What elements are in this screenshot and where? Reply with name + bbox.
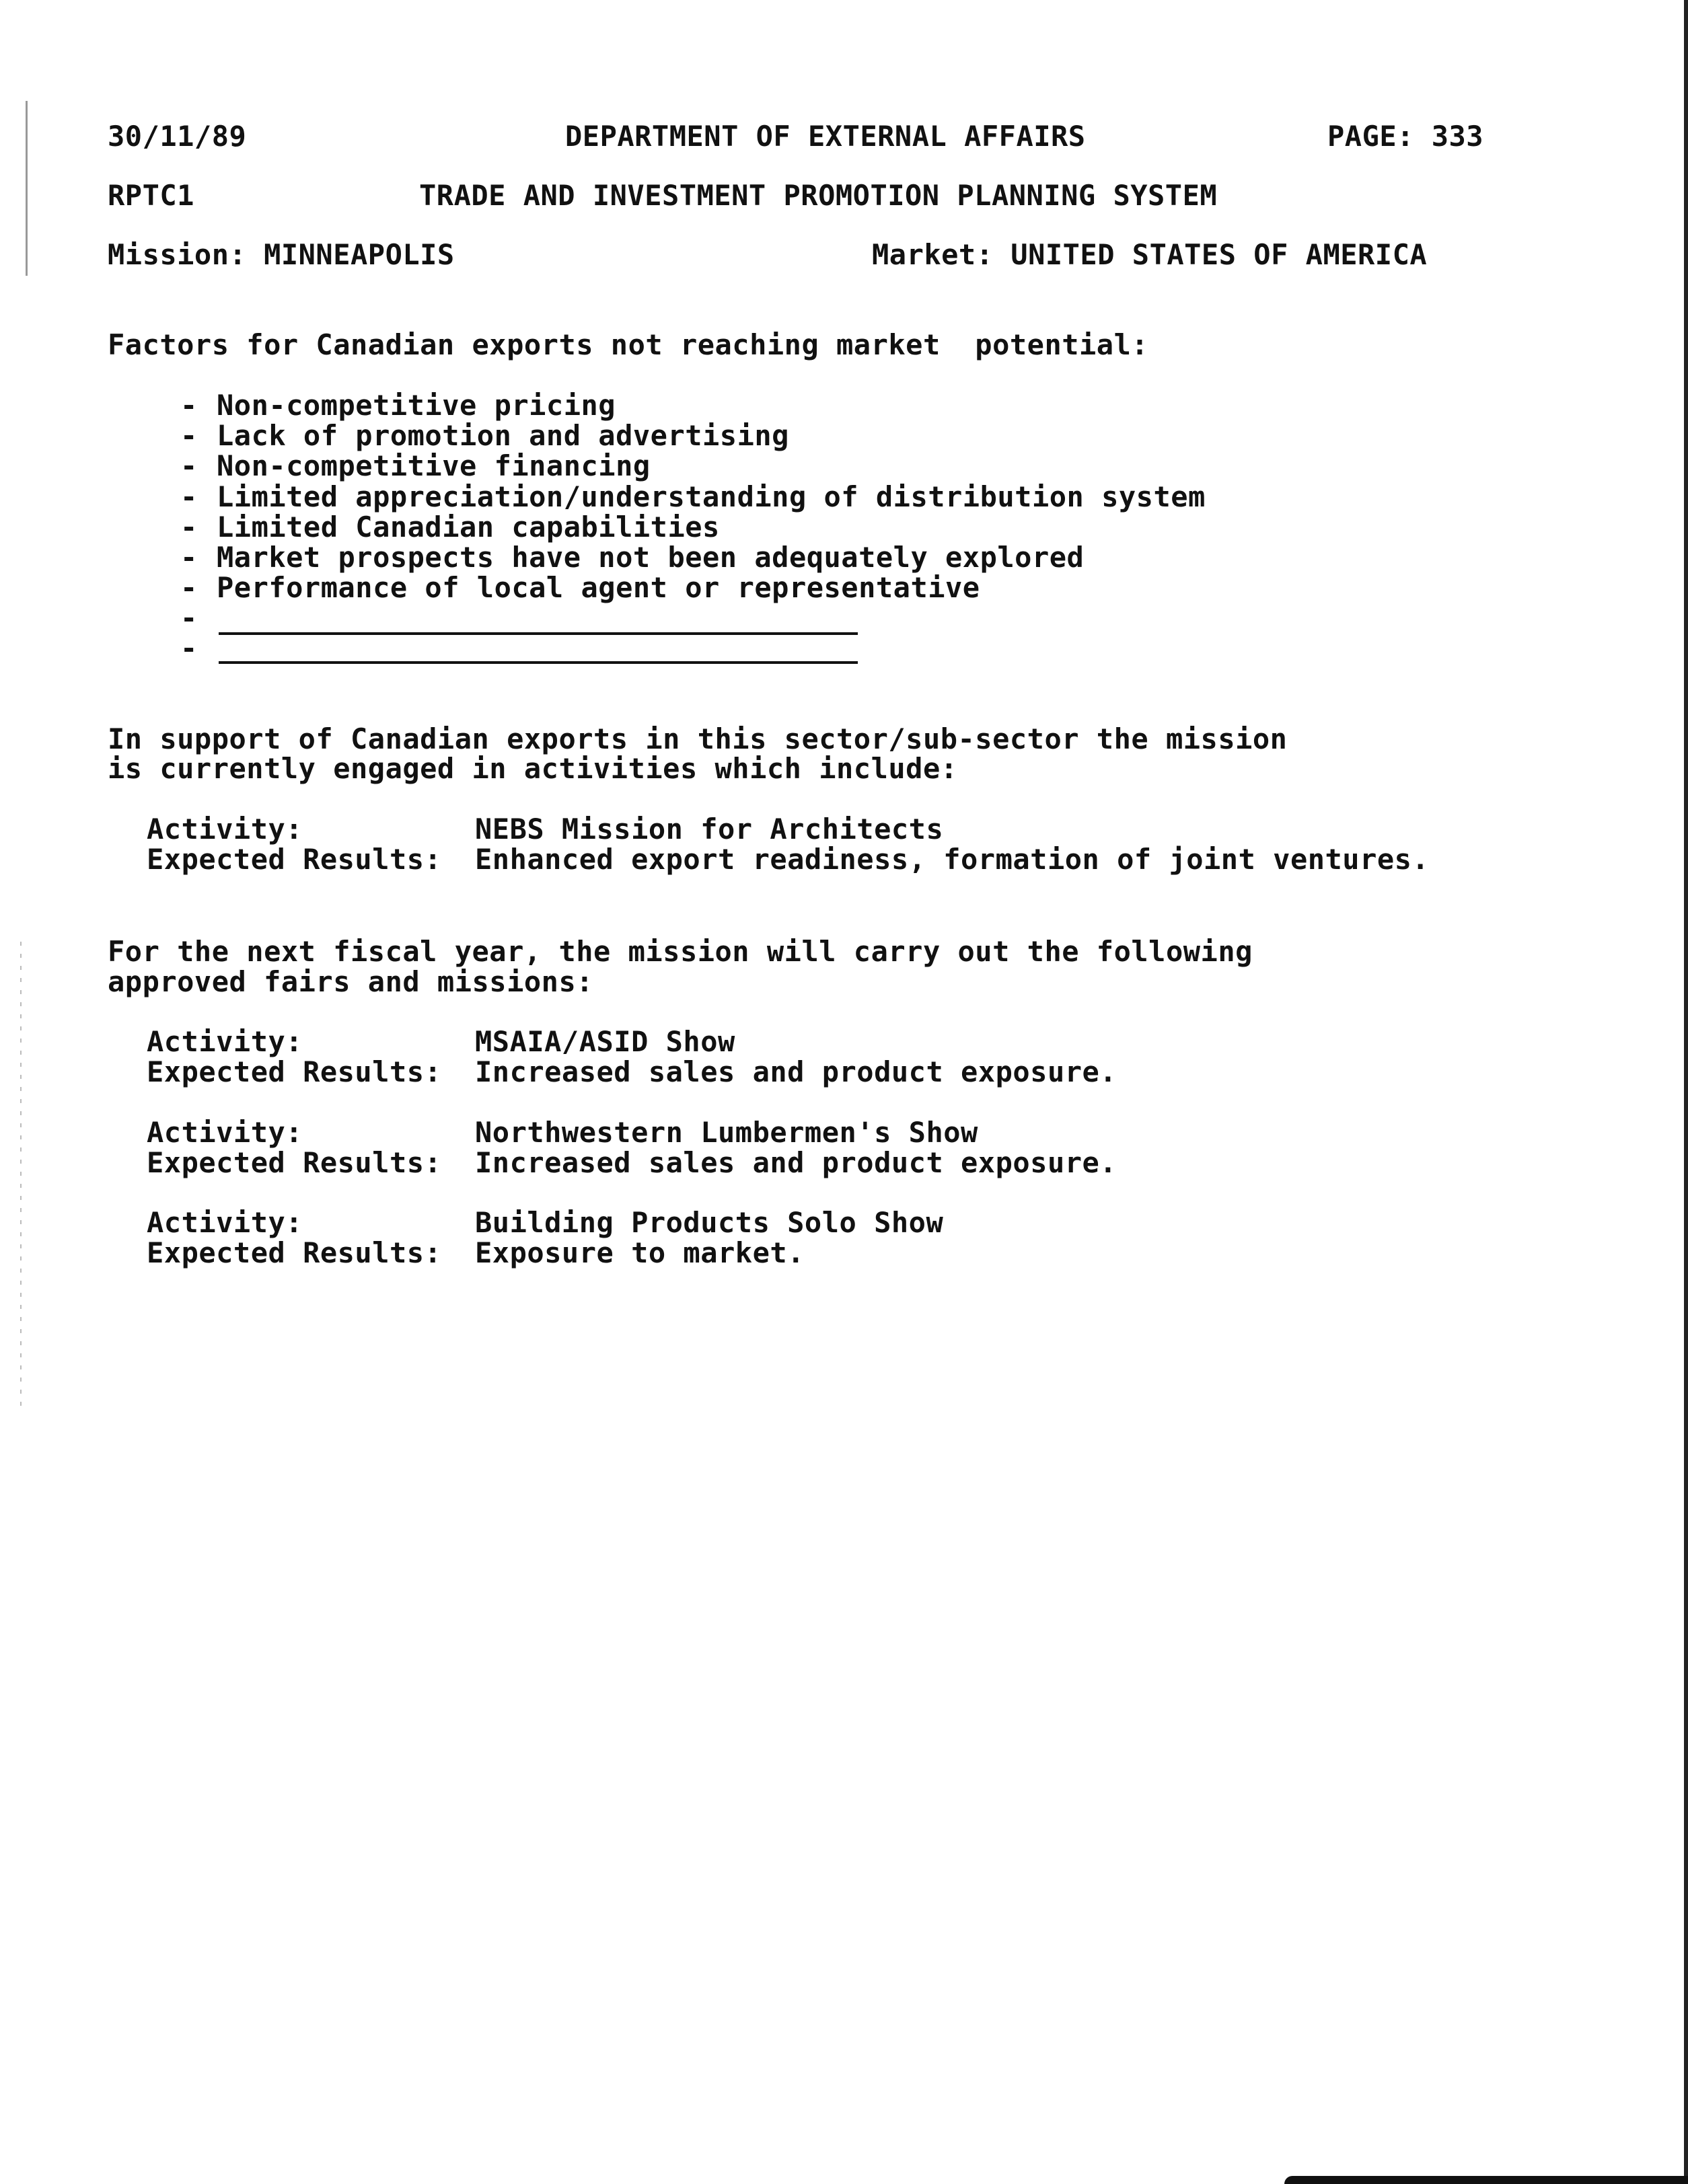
factor-text: Limited appreciation/understanding of distribution system: [217, 480, 1206, 513]
results-label: Expected Results:: [147, 843, 442, 876]
activity-label: Activity:: [147, 813, 303, 845]
scan-edge-mark: [26, 101, 28, 276]
factor-text: Non-competitive financing: [217, 449, 651, 482]
factors-heading: Factors for Canadian exports not reaching market potential:: [108, 328, 1149, 361]
results-label: Expected Results:: [147, 1236, 442, 1269]
report-code: RPTC1: [108, 179, 194, 212]
scan-edge-mark: [20, 942, 22, 1413]
activity-value: Northwestern Lumbermen's Show: [475, 1116, 978, 1149]
list-item: [180, 420, 789, 451]
bullet-dash: -: [180, 541, 198, 574]
bullet-dash: -: [180, 449, 198, 482]
market-field: Market: UNITED STATES OF AMERICA: [872, 238, 1428, 271]
list-item: [180, 482, 1206, 513]
bullet-dash: -: [180, 419, 198, 452]
bullet-dash: -: [180, 480, 198, 513]
blank-fill-line: [219, 632, 858, 635]
system-title: TRADE AND INVESTMENT PROMOTION PLANNING SYSTEM: [419, 179, 1218, 212]
list-item-blank: [180, 633, 217, 664]
factor-text: Market prospects have not been adequately explored: [217, 541, 1085, 574]
bullet-dash: -: [180, 632, 198, 665]
department-title: DEPARTMENT OF EXTERNAL AFFAIRS: [565, 120, 1086, 153]
factor-text: Limited Canadian capabilities: [217, 511, 720, 543]
bullet-dash: -: [180, 511, 198, 543]
results-label: Expected Results:: [147, 1055, 442, 1088]
list-item: [180, 572, 980, 603]
results-value: Exposure to market.: [475, 1236, 805, 1269]
support-intro-line1: In support of Canadian exports in this sector/sub-sector the mission: [108, 722, 1288, 755]
factor-text: Non-competitive pricing: [217, 389, 616, 422]
bullet-dash: -: [180, 601, 198, 634]
factor-text: Lack of promotion and advertising: [217, 419, 789, 452]
list-item: [180, 451, 651, 482]
list-item-blank: [180, 603, 217, 634]
bullet-dash: -: [180, 389, 198, 422]
factor-text: Performance of local agent or representative: [217, 571, 980, 604]
activity-value: NEBS Mission for Architects: [475, 813, 944, 845]
mission-field: Mission: MINNEAPOLIS: [108, 238, 455, 271]
results-value: Increased sales and product exposure.: [475, 1146, 1117, 1179]
results-label: Expected Results:: [147, 1146, 442, 1179]
list-item: [180, 390, 616, 421]
results-value: Increased sales and product exposure.: [475, 1055, 1117, 1088]
next-year-intro-line1: For the next fiscal year, the mission will carry out the following: [108, 935, 1253, 968]
scan-edge-border: [1684, 0, 1688, 2184]
page-number: PAGE: 333: [1327, 120, 1484, 153]
activity-value: Building Products Solo Show: [475, 1206, 944, 1239]
blank-fill-line: [219, 661, 858, 664]
activity-label: Activity:: [147, 1116, 303, 1149]
results-value: Enhanced export readiness, formation of joint ventures.: [475, 843, 1430, 876]
report-date: 30/11/89: [108, 120, 247, 153]
list-item: [180, 542, 1084, 573]
next-year-intro-line2: approved fairs and missions:: [108, 965, 594, 998]
list-item: [180, 512, 720, 543]
activity-label: Activity:: [147, 1206, 303, 1239]
bullet-dash: -: [180, 571, 198, 604]
activity-label: Activity:: [147, 1025, 303, 1058]
activity-value: MSAIA/ASID Show: [475, 1025, 735, 1058]
support-intro-line2: is currently engaged in activities which include:: [108, 752, 958, 785]
scan-corner-curl: [1284, 2176, 1688, 2184]
